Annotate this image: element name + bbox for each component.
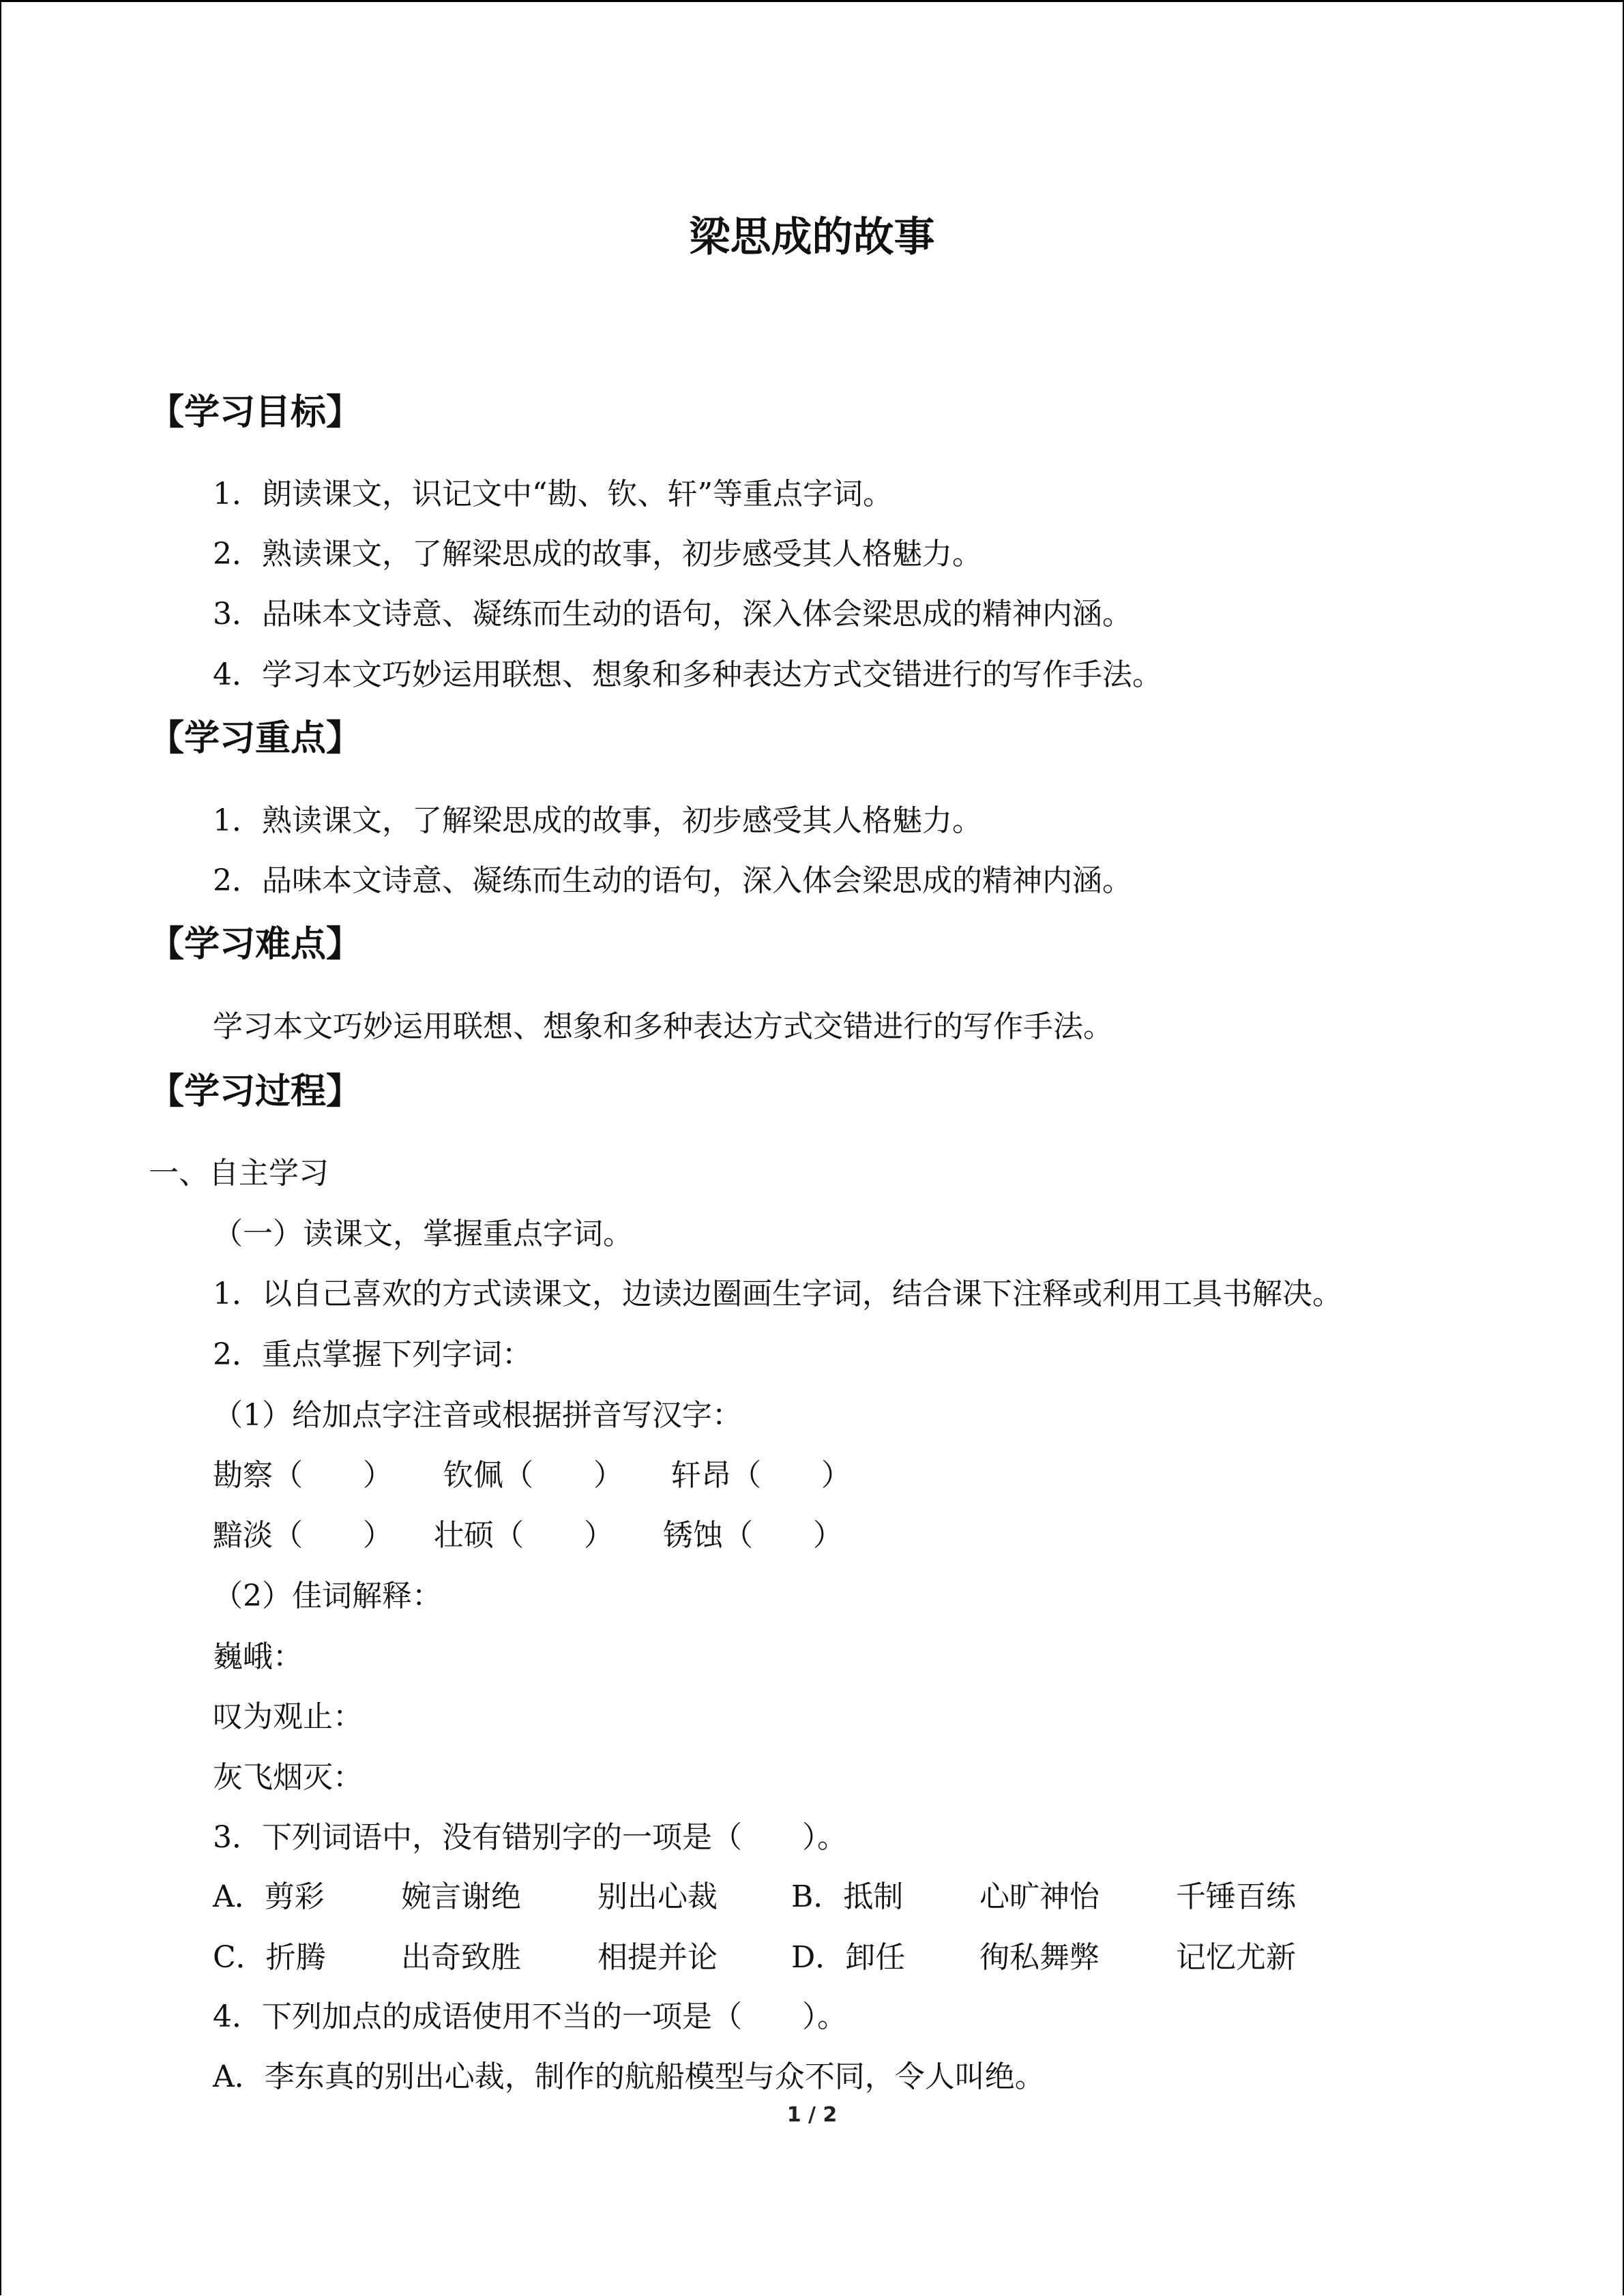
- process-heading: 【学习过程】: [149, 1071, 362, 1112]
- option-item: 别出心裁: [597, 1879, 718, 1914]
- option-item: 记忆尤新: [1176, 1940, 1296, 1975]
- objective-item: 1．朗读课文，识记文中“勘、钦、轩”等重点字词。: [213, 477, 893, 511]
- option-item: A．剪彩: [213, 1879, 325, 1914]
- pinyin-item: 勘察（ ）: [213, 1458, 393, 1493]
- key-point-item: 2．品味本文诗意、凝练而生动的语句，深入体会梁思成的精神内涵。: [213, 863, 1132, 898]
- part-heading: 一、自主学习: [149, 1156, 329, 1191]
- pinyin-item: 壮硕（ ）: [434, 1518, 614, 1553]
- option-item: A．李东真的别出心裁，制作的航船模型与众不同，令人叫绝。: [213, 2059, 1045, 2094]
- objective-item: 3．品味本文诗意、凝练而生动的语句，深入体会梁思成的精神内涵。: [213, 597, 1132, 631]
- term-item: 叹为观止：: [213, 1699, 363, 1734]
- pinyin-item: 黯淡（ ）: [213, 1518, 393, 1553]
- difficulties-text: 学习本文巧妙运用联想、想象和多种表达方式交错进行的写作手法。: [213, 1009, 1113, 1044]
- term-item: 灰飞烟灭：: [213, 1760, 363, 1795]
- key-points-heading: 【学习重点】: [149, 718, 362, 759]
- step-text: 1．以自己喜欢的方式读课文，边读边圈画生字词，结合课下注释或利用工具书解决。: [213, 1277, 1342, 1311]
- term-item: 巍峨：: [213, 1639, 303, 1674]
- pinyin-item: 轩昂（ ）: [671, 1458, 851, 1493]
- option-item: 出奇致胜: [401, 1940, 521, 1975]
- step-text: 4．下列加点的成语使用不当的一项是（ ）。: [213, 1999, 847, 2034]
- key-point-item: 1．熟读课文，了解梁思成的故事，初步感受其人格魅力。: [213, 803, 982, 838]
- option-item: B．抵制: [791, 1879, 904, 1914]
- page-number: 1 / 2: [786, 2103, 838, 2127]
- objectives-heading: 【学习目标】: [149, 392, 362, 433]
- question-label: （2）佳词解释：: [213, 1579, 442, 1613]
- option-item: 心旷神怡: [979, 1879, 1099, 1914]
- step-text: 2．重点掌握下列字词：: [213, 1337, 532, 1372]
- option-item: C．折腾: [213, 1940, 326, 1975]
- option-item: 徇私舞弊: [979, 1940, 1099, 1975]
- sub-heading: （一）读课文，掌握重点字词。: [213, 1217, 633, 1251]
- option-item: 千锤百练: [1176, 1879, 1296, 1914]
- option-item: 相提并论: [597, 1940, 718, 1975]
- option-item: 婉言谢绝: [401, 1879, 521, 1914]
- objective-item: 2．熟读课文，了解梁思成的故事，初步感受其人格魅力。: [213, 537, 982, 571]
- question-label: （1）给加点字注音或根据拼音写汉字：: [213, 1398, 742, 1433]
- difficulties-heading: 【学习难点】: [149, 924, 362, 965]
- option-item: D．卸任: [791, 1940, 906, 1975]
- pinyin-item: 锈蚀（ ）: [663, 1518, 843, 1553]
- page-title: 梁思成的故事: [689, 213, 935, 261]
- objective-item: 4．学习本文巧妙运用联想、想象和多种表达方式交错进行的写作手法。: [213, 657, 1162, 692]
- step-text: 3．下列词语中，没有错别字的一项是（ ）。: [213, 1820, 847, 1855]
- pinyin-item: 钦佩（ ）: [443, 1458, 623, 1493]
